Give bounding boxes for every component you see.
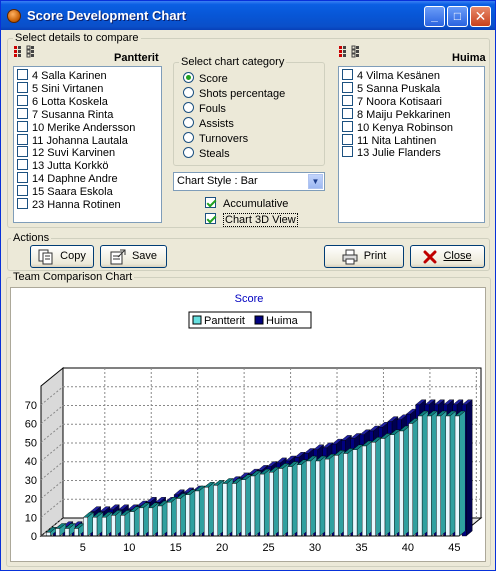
player-name: 5 Sini Virtanen [32, 82, 104, 95]
checkbox-box[interactable] [17, 95, 28, 106]
copy-button[interactable] [30, 245, 94, 268]
bar-huima-side [466, 400, 472, 536]
bar-pantterit [353, 450, 357, 536]
y-tick-label: 70 [24, 399, 37, 412]
close-x-icon [423, 250, 437, 264]
player-list-item[interactable] [17, 82, 103, 95]
x-tick-label: 45 [448, 542, 461, 554]
radio-button[interactable] [183, 117, 194, 128]
player-list-item[interactable] [17, 108, 113, 121]
category-option[interactable] [183, 117, 234, 131]
checkbox-box[interactable] [17, 134, 28, 145]
save-button[interactable] [100, 245, 167, 268]
y-tick-label: 50 [24, 437, 37, 450]
save-label: Save [131, 250, 158, 262]
player-name: 7 Susanna Rinta [32, 108, 114, 121]
player-name: 11 Johanna Lautala [32, 134, 128, 147]
grid-uncheck-icon[interactable] [351, 45, 365, 59]
category-option[interactable] [183, 102, 226, 116]
bar-pantterit [344, 454, 348, 537]
bar-pantterit-side [459, 411, 465, 536]
bar-pantterit [316, 461, 320, 536]
player-list-item[interactable] [342, 121, 453, 134]
team-left-player-list[interactable] [13, 66, 162, 223]
player-list-item[interactable] [342, 82, 440, 95]
bar-pantterit [399, 431, 403, 536]
category-radio-group [175, 70, 323, 162]
bar-pantterit [455, 416, 459, 536]
bar-pantterit [269, 472, 273, 536]
bar-pantterit [306, 461, 310, 536]
legend-label: Huima [266, 315, 298, 327]
checkbox-box[interactable] [17, 185, 28, 196]
category-label: Shots percentage [199, 88, 286, 100]
chart-area [10, 287, 486, 562]
checkbox-box[interactable] [17, 108, 28, 119]
legend-label: Pantterit [204, 315, 245, 327]
y-tick-label: 0 [30, 531, 37, 543]
team-right-name: Huima [452, 52, 486, 64]
player-name: 6 Lotta Koskela [32, 95, 108, 108]
save-icon [110, 249, 126, 265]
radio-button[interactable] [183, 72, 194, 83]
grid-uncheck-icon[interactable] [26, 45, 40, 59]
printer-icon [342, 249, 358, 265]
radio-button[interactable] [183, 102, 194, 113]
bar-pantterit [446, 416, 450, 536]
player-name: 5 Sanna Puskala [357, 82, 441, 95]
checkbox-box[interactable] [17, 198, 28, 209]
player-name: 10 Merike Andersson [32, 121, 136, 134]
category-option[interactable] [183, 132, 248, 146]
close-label: Close [443, 250, 472, 262]
player-list-item[interactable] [342, 108, 451, 121]
player-list-item[interactable] [17, 134, 128, 147]
radio-button[interactable] [183, 132, 194, 143]
bar-pantterit [436, 416, 440, 536]
legend-swatch [255, 316, 263, 324]
player-list-item[interactable] [342, 95, 442, 108]
checkbox-box[interactable] [17, 82, 28, 93]
close-button[interactable] [410, 245, 485, 268]
category-option[interactable] [183, 147, 230, 161]
player-list-item[interactable] [17, 185, 113, 198]
print-label: Print [363, 250, 387, 262]
bar-pantterit [65, 529, 69, 537]
accumulative-checkbox[interactable] [205, 197, 288, 211]
player-list-item[interactable] [17, 172, 118, 185]
y-tick-label: 60 [24, 418, 37, 431]
category-label: Score [199, 73, 228, 85]
details-group-title: Select details to compare [15, 32, 139, 44]
checkbox-box[interactable] [342, 121, 353, 132]
bar-pantterit [260, 474, 264, 536]
x-tick-label: 25 [262, 542, 275, 554]
bar-pantterit [158, 506, 162, 536]
player-name: 13 Jutta Korkkö [32, 160, 109, 173]
player-list-item[interactable] [342, 134, 436, 147]
bar-pantterit [83, 517, 87, 536]
bar-pantterit [139, 508, 143, 536]
y-tick-label: 40 [24, 456, 37, 468]
radio-button[interactable] [183, 147, 194, 158]
bar-pantterit [390, 435, 394, 536]
minimize-button[interactable]: _ [424, 6, 445, 27]
player-list-item[interactable] [17, 146, 115, 159]
checkbox-box[interactable] [342, 95, 353, 106]
bar-pantterit [102, 517, 106, 536]
category-option[interactable] [183, 72, 228, 86]
y-tick-label: 30 [24, 474, 37, 487]
bar-pantterit [288, 467, 292, 536]
x-tick-label: 10 [123, 542, 136, 554]
bar-pantterit [427, 416, 431, 536]
chart-style-select[interactable] [173, 172, 325, 191]
team-left-name: Pantterit [114, 52, 159, 64]
bar-pantterit [418, 416, 422, 536]
bar-pantterit [214, 485, 218, 536]
print-button[interactable] [324, 245, 404, 268]
player-list-item[interactable] [342, 69, 440, 82]
bar-pantterit [279, 469, 283, 537]
bar-pantterit [167, 502, 171, 536]
chart-3d-label: Chart 3D View [225, 214, 296, 226]
category-group-title: Select chart category [181, 56, 285, 68]
checkbox-box[interactable] [17, 146, 28, 157]
bar-pantterit [74, 529, 78, 537]
category-label: Steals [199, 148, 230, 160]
bar-pantterit [241, 480, 245, 536]
bar-pantterit [56, 529, 60, 537]
checkbox-box[interactable] [17, 172, 28, 183]
x-tick-label: 15 [169, 542, 182, 554]
bar-pantterit [46, 532, 50, 536]
x-tick-label: 5 [79, 542, 86, 554]
basketball-icon [7, 9, 21, 23]
bar-pantterit [93, 517, 97, 536]
chart-title: Score [234, 293, 264, 305]
player-name: 23 Hanna Rotinen [32, 199, 121, 211]
category-label: Turnovers [199, 133, 249, 145]
player-name: 15 Saara Eskola [32, 186, 113, 199]
chevron-down-icon[interactable]: ▼ [308, 174, 323, 189]
checkbox-box[interactable] [17, 69, 28, 80]
legend-swatch [193, 316, 201, 324]
category-label: Fouls [199, 103, 226, 115]
x-tick-label: 20 [216, 542, 229, 554]
bar-pantterit [251, 476, 255, 536]
player-name: 4 Vilma Kesänen [357, 70, 440, 82]
bar-pantterit [381, 439, 385, 537]
category-option[interactable] [183, 87, 285, 101]
chart-side-wall [41, 368, 63, 536]
player-name: 11 Nita Lahtinen [357, 134, 437, 147]
checkbox-box[interactable] [17, 159, 28, 170]
bar-pantterit [121, 515, 125, 536]
comparison-group-title: Team Comparison Chart [13, 271, 133, 283]
bar-pantterit [232, 484, 236, 537]
x-tick-label: 30 [308, 542, 322, 554]
checkbox-box[interactable] [342, 134, 353, 145]
player-name: 4 Salla Karinen [32, 70, 107, 82]
checkbox-box[interactable] [342, 82, 353, 93]
bar-pantterit [297, 465, 301, 536]
checkbox-box[interactable] [205, 213, 216, 224]
y-tick-label: 10 [24, 512, 37, 525]
category-label: Assists [199, 118, 234, 130]
player-name: 14 Daphne Andre [32, 173, 118, 186]
player-list-item[interactable] [17, 121, 135, 134]
title-bar[interactable] [1, 1, 495, 30]
player-name: 7 Noora Kotisaari [357, 95, 442, 108]
bar-pantterit [176, 499, 180, 537]
player-name: 13 Julie Flanders [357, 147, 441, 160]
bar-pantterit [362, 446, 366, 536]
window-title: Score Development Chart [27, 8, 186, 23]
bar-pantterit [186, 495, 190, 536]
copy-icon [38, 249, 54, 265]
bar-pantterit [334, 455, 338, 536]
accumulative-label: Accumulative [223, 198, 289, 210]
y-tick-label: 20 [24, 493, 37, 506]
close-window-button[interactable]: ✕ [470, 6, 491, 27]
radio-button[interactable] [183, 87, 194, 98]
player-list-item[interactable] [17, 198, 121, 211]
bar-pantterit [325, 459, 329, 536]
x-tick-label: 35 [355, 542, 368, 554]
checkbox-box[interactable] [342, 69, 353, 80]
checkbox-box[interactable] [17, 121, 28, 132]
player-name: 10 Kenya Robinson [357, 121, 454, 134]
grid-icon[interactable] [338, 45, 352, 59]
chart-3d-checkbox[interactable] [205, 213, 298, 227]
bar-pantterit [409, 424, 413, 537]
checkbox-box[interactable] [342, 146, 353, 157]
player-name: 8 Maiju Pekkarinen [357, 108, 451, 121]
maximize-button[interactable]: □ [447, 6, 468, 27]
grid-icon[interactable] [13, 45, 27, 59]
player-name: 12 Suvi Karvinen [32, 147, 116, 160]
x-tick-label: 40 [401, 542, 415, 554]
bar-pantterit [195, 491, 199, 536]
bar-pantterit [204, 487, 208, 536]
bar-pantterit [149, 508, 153, 536]
player-list-item[interactable] [17, 95, 108, 108]
bar-pantterit [223, 484, 227, 537]
player-list-item[interactable] [17, 69, 107, 82]
checkbox-box[interactable] [205, 197, 216, 208]
player-list-item[interactable] [17, 159, 108, 172]
actions-group-title: Actions [13, 232, 50, 244]
player-list-item[interactable] [342, 146, 441, 159]
copy-label: Copy [60, 250, 86, 262]
bar-pantterit [371, 442, 375, 536]
team-right-player-list[interactable] [338, 66, 485, 223]
score-chart [11, 288, 485, 561]
bar-pantterit [130, 512, 134, 536]
chart-style-value: Chart Style : Bar [177, 175, 258, 187]
bar-pantterit [111, 515, 115, 536]
checkbox-box[interactable] [342, 108, 353, 119]
